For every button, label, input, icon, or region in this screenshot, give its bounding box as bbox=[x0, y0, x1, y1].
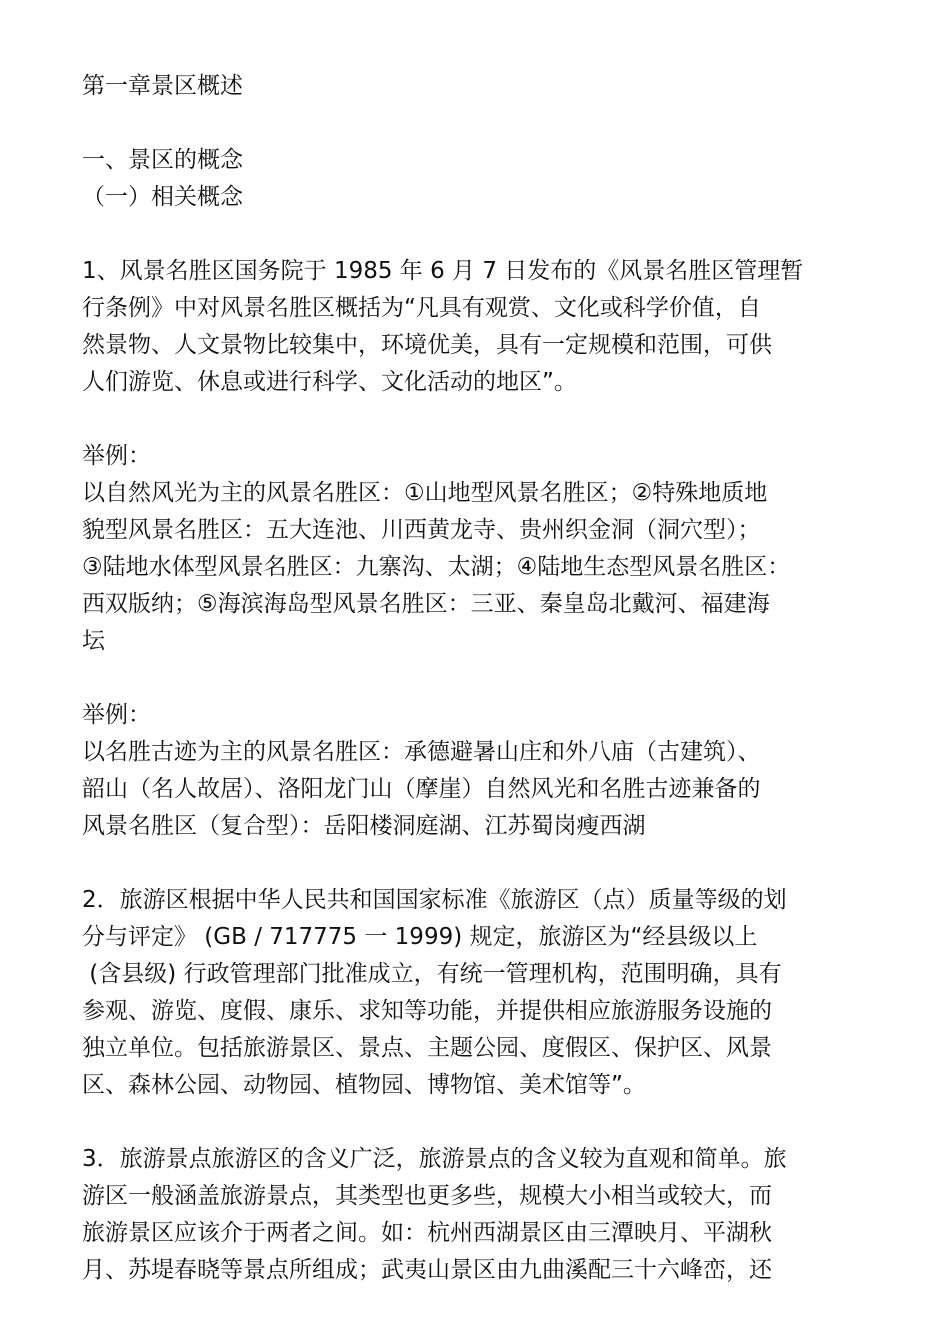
paragraph-line: 月、苏堤春晓等景点所组成；武夷山景区由九曲溪配三十六峰峦，还 bbox=[82, 1257, 772, 1283]
paragraph-line: 西双版纳；⑤海滨海岛型风景名胜区：三亚、秦皇岛北戴河、福建海 bbox=[82, 591, 770, 617]
paragraph-line: 参观、游览、度假、康乐、求知等功能，并提供相应旅游服务设施的 bbox=[82, 998, 772, 1024]
example-1 bbox=[82, 475, 882, 660]
example-label: 举例： bbox=[82, 443, 151, 469]
paragraph-line: 独立单位。包括旅游景区、景点、主题公园、度假区、保护区、风景 bbox=[82, 1035, 772, 1061]
paragraph-line: 旅游景区应该介于两者之间。如：杭州西湖景区由三潭映月、平湖秋 bbox=[82, 1220, 772, 1246]
paragraph-line: 区、森林公园、动物园、植物园、博物馆、美术馆等”。 bbox=[82, 1072, 646, 1098]
subsection-heading: （一）相关概念 bbox=[82, 184, 243, 210]
spacer bbox=[82, 660, 882, 697]
paragraph-line: 游区一般涵盖旅游景点，其类型也更多些，规模大小相当或较大，而 bbox=[82, 1183, 772, 1209]
paragraph-line: 人们游览、休息或进行科学、文化活动的地区”。 bbox=[82, 369, 577, 395]
paragraph-line: 分与评定》 (GB / 717775 一 1999) 规定，旅游区为“经县级以上 bbox=[82, 924, 758, 950]
paragraph-2 bbox=[82, 882, 882, 1104]
paragraph-line: 以自然风光为主的风景名胜区：①山地型风景名胜区；②特殊地质地 bbox=[82, 480, 768, 506]
example-label: 举例： bbox=[82, 702, 151, 728]
example-2 bbox=[82, 734, 882, 845]
spacer bbox=[82, 1104, 882, 1141]
paragraph-line: 2．旅游区根据中华人民共和国国家标准《旅游区（点）质量等级的划 bbox=[82, 887, 787, 913]
paragraph-line: 1、风景名胜区国务院于 1985 年 6 月 7 日发布的《风景名胜区管理暂 bbox=[82, 258, 804, 284]
paragraph-3 bbox=[82, 1141, 882, 1289]
paragraph-line: ③陆地水体型风景名胜区：九寨沟、太湖；④陆地生态型风景名胜区： bbox=[82, 554, 791, 580]
paragraph-line: 以名胜古迹为主的风景名胜区：承德避暑山庄和外八庙（古建筑）、 bbox=[82, 739, 761, 765]
paragraph-line: 坛 bbox=[82, 628, 105, 654]
spacer bbox=[82, 216, 882, 253]
spacer bbox=[82, 105, 882, 142]
paragraph-line: 3．旅游景点旅游区的含义广泛，旅游景点的含义较为直观和简单。旅 bbox=[82, 1146, 787, 1172]
paragraph-line: (含县级) 行政管理部门批准成立，有统一管理机构，范围明确，具有 bbox=[82, 961, 782, 987]
spacer bbox=[82, 401, 882, 438]
paragraph-line: 貌型风景名胜区：五大连池、川西黄龙寺、贵州织金洞（洞穴型）； bbox=[82, 517, 761, 543]
chapter-title: 第一章景区概述 bbox=[82, 73, 243, 99]
document-page bbox=[82, 68, 882, 1289]
paragraph-line: 风景名胜区（复合型）：岳阳楼洞庭湖、江苏蜀岗瘦西湖 bbox=[82, 813, 646, 839]
paragraph-1 bbox=[82, 253, 882, 401]
spacer bbox=[82, 845, 882, 882]
section-heading: 一、景区的概念 bbox=[82, 147, 243, 173]
paragraph-line: 韶山（名人故居）、洛阳龙门山（摩崖）自然风光和名胜古迹兼备的 bbox=[82, 776, 761, 802]
paragraph-line: 然景物、人文景物比较集中，环境优美，具有一定规模和范围，可供 bbox=[82, 332, 772, 358]
paragraph-line: 行条例》中对风景名胜区概括为“凡具有观赏、文化或科学价值，自 bbox=[82, 295, 761, 321]
